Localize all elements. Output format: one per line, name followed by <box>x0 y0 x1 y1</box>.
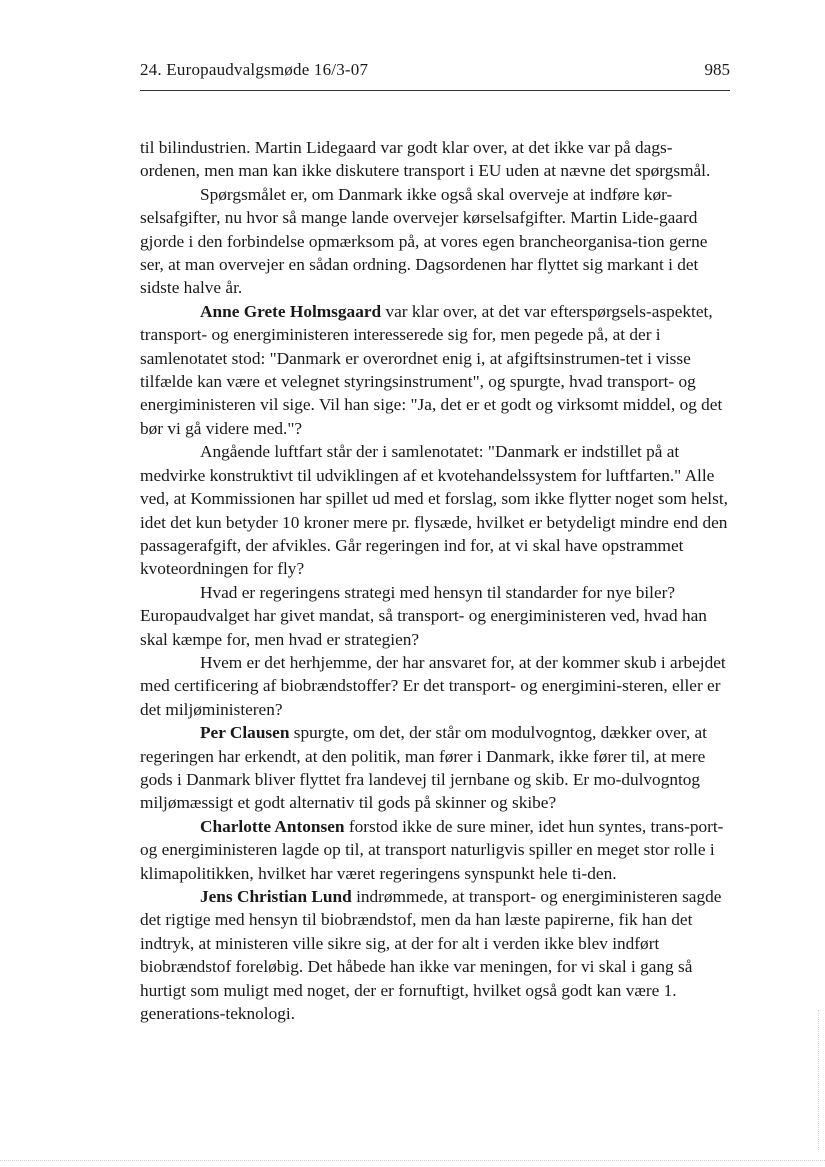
paragraph-speaker <box>140 721 730 815</box>
paragraph-continuation: til bilindustrien. Martin Lidegaard var godt klar over, at det ikke var på dags-ordenen, men man kan ikke diskutere transport i EU uden at nævne det spørgsmål. <box>140 138 711 181</box>
page-number: 985 <box>704 60 730 79</box>
speaker-text: forstod ikke de sure miner, idet hun syntes, trans-port- og energiministeren lagde op til, at transport naturligvis spiller en meget stor rolle i klimapolitikken, hvilket har været regeringens synspunkt hele ti-den. <box>140 816 724 883</box>
paragraph: Hvem er det herhjemme, der har ansvaret for, at der kommer skub i arbejdet med certificering af biobrændstoffer? Er det transport- og energimini-steren, eller er det miljøministeren? <box>140 652 726 719</box>
scan-edge-artifact <box>817 1010 819 1150</box>
paragraph: Spørgsmålet er, om Danmark ikke også skal overveje at indføre kør-selsafgifter, nu hvor så mange lande overvejer kørselsafgifter. Martin Lide-gaard gjorde i den forbindelse opmærksom på, at vores egen brancheorganisa-tion gerne ser, at man overvejer en sådan ordning. Dagsordenen har flyttet sig markant i det sidste halve år. <box>140 184 708 298</box>
speaker-text: var klar over, at det var efterspørgsels-aspektet, transport- og energiministeren interesserede sig for, men pegede på, at der i samlenotatet stod: "Danmark er overordnet enig i, at afgiftsinstrumen-tet i visse tilfælde kan være et velegnet styringsinstrument", og spurgte, hvad transport- og energiministeren vil sige. Vil han sige: "Ja, det er et godt og virksomt middel, og det bør vi gå videre med."? <box>140 301 723 438</box>
paragraph: Angående luftfart står der i samlenotatet: "Danmark er indstillet på at medvirke konstruktivt til udviklingen af et kvotehandelssystem for luftfarten." Alle ved, at Kommissionen har spillet ud med et forslag, som ikke flytter noget som helst, idet det kun betyder 10 kroner mere pr. flysæde, hvilket er betydeligt mindre end den passagerafgift, der afvikles. Går regeringen ind for, at vi skal have opstrammet kvoteordningen for fly? <box>140 442 728 579</box>
speaker-name: Anne Grete Holmsgaard <box>200 301 382 321</box>
running-header-title: 24. Europaudvalgsmøde 16/3-07 <box>140 60 369 79</box>
paragraph-speaker <box>140 815 730 885</box>
speaker-text: indrømmede, at transport- og energiministeren sagde det rigtige med hensyn til biobrændstof, men da han læste papirerne, fik han det indtryk, at ministeren ville sikre sig, at der for alt i verden ikke blev indført biobrændstof foreløbig. Det håbede han ikke var meningen, for vi skal i gang så hurtigt som muligt med noget, der er fornuftigt, hvilket også godt kan være 1. generations-teknologi. <box>140 887 722 1024</box>
paragraph-speaker <box>140 885 730 1025</box>
speaker-name: Charlotte Antonsen <box>200 816 345 836</box>
paragraph-speaker <box>140 300 730 440</box>
speaker-name: Jens Christian Lund <box>200 887 352 906</box>
speaker-text: spurgte, om det, der står om modulvogntog, dækker over, at regeringen har erkendt, at den politik, man fører i Danmark, ikke fører til, at mere gods i Danmark bliver flyttet fra landevej til jernbane og skib. Er mo-dulvogntog miljømæssigt et godt alternativ til gods på skinner og skibe? <box>140 723 707 813</box>
scan-edge-artifact <box>0 1159 825 1161</box>
speaker-name: Per Clausen <box>200 723 290 743</box>
paragraph: Hvad er regeringens strategi med hensyn til standarder for nye biler? Europaudvalget har givet mandat, så transport- og energiministeren ved, hvad han skal kæmpe for, men hvad er strategien? <box>140 582 707 649</box>
body-text <box>140 136 730 1025</box>
page-header <box>140 58 730 91</box>
